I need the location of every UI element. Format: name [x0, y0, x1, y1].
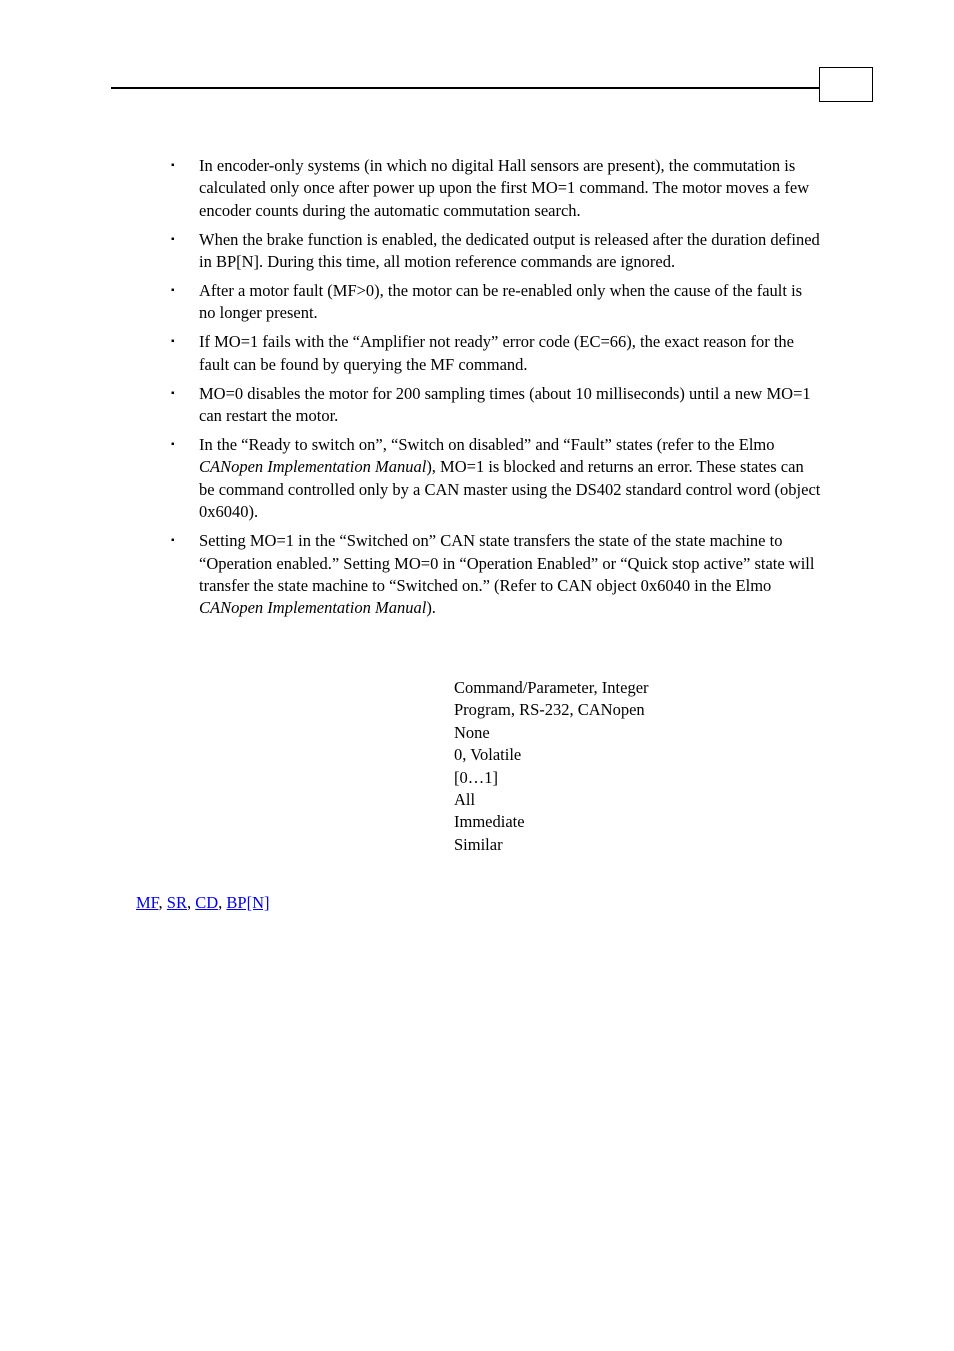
attribute-products: All — [454, 789, 476, 809]
note-text: Setting MO=1 in the “Switched on” CAN state transfers the state of the state machine to “Operation enabled.” Setting MO=0 in “Operation Enabled” or “Quick stop active” state will transfer the state machine to “Switched on.” (Refer to CAN object 0x6040 in the Elmo — [199, 531, 815, 595]
link-sr[interactable]: SR — [166, 893, 187, 912]
link-bp-n[interactable]: BP[N] — [226, 893, 270, 912]
note-text: MO=0 disables the motor for 200 sampling times (about 10 milliseconds) until a new MO=1 can restart the motor. — [199, 383, 811, 426]
link-cd[interactable]: CD — [195, 893, 219, 912]
header-rule — [111, 87, 819, 89]
note-text: When the brake function is enabled, the dedicated output is released after the duration defined in BP[N]. During this time, all motion reference commands are ignored. — [199, 229, 820, 272]
link-separator: , — [186, 893, 196, 912]
attribute-range: [0…1] — [454, 767, 498, 787]
attributes-list — [454, 677, 649, 856]
note-text: After a motor fault (MF>0), the motor can be re-enabled only when the cause of the fault is no longer present. — [199, 281, 803, 323]
list-item — [170, 434, 822, 524]
list-item — [170, 155, 822, 222]
attribute-activation: Immediate — [454, 812, 525, 832]
bullet-icon: ▪ — [171, 387, 175, 399]
list-item — [170, 383, 822, 428]
link-separator: , — [158, 893, 167, 912]
attribute-default: 0, Volatile — [454, 745, 522, 765]
list-item — [170, 229, 822, 274]
note-text: In the “Ready to switch on”, “Switch on disabled” and “Fault” states (refer to the Elmo — [199, 434, 775, 454]
bullet-icon: ▪ — [171, 285, 175, 297]
bullet-icon: ▪ — [171, 160, 175, 171]
notes-list — [170, 155, 822, 626]
list-item — [170, 280, 822, 325]
related-commands — [136, 892, 269, 914]
manual-title: CANopen Implementation Manual — [199, 457, 427, 477]
link-separator: , — [218, 893, 227, 912]
attribute-restrictions: None — [454, 722, 490, 742]
attribute-source: Program, RS-232, CANopen — [454, 700, 645, 720]
manual-title: CANopen Implementation Manual — [199, 598, 427, 618]
attribute-compatibility: Similar — [454, 834, 503, 854]
note-text: In encoder-only systems (in which no digital Hall sensors are present), the commutation is calculated only once after power up upon the first MO=1 command. The motor moves a few encoder counts during the automatic commutation search. — [199, 156, 810, 220]
bullet-icon: ▪ — [171, 535, 175, 547]
list-item — [170, 331, 822, 376]
attribute-type: Command/Parameter, Integer — [454, 678, 649, 697]
bullet-icon: ▪ — [171, 438, 175, 450]
note-text: If MO=1 fails with the “Amplifier not ready” error code (EC=66), the exact reason for the fault can be found by querying the MF command. — [199, 332, 794, 374]
bullet-icon: ▪ — [171, 336, 175, 348]
page-number-box — [819, 67, 873, 102]
bullet-icon: ▪ — [171, 233, 175, 245]
link-mf[interactable]: MF — [136, 893, 159, 912]
note-text: ), MO=1 is blocked and returns an error. These states can be command controlled only by a CAN master using the DS402 standard control word (object 0x6040). — [199, 457, 821, 522]
list-item — [170, 530, 822, 620]
note-text: ). — [426, 598, 436, 618]
